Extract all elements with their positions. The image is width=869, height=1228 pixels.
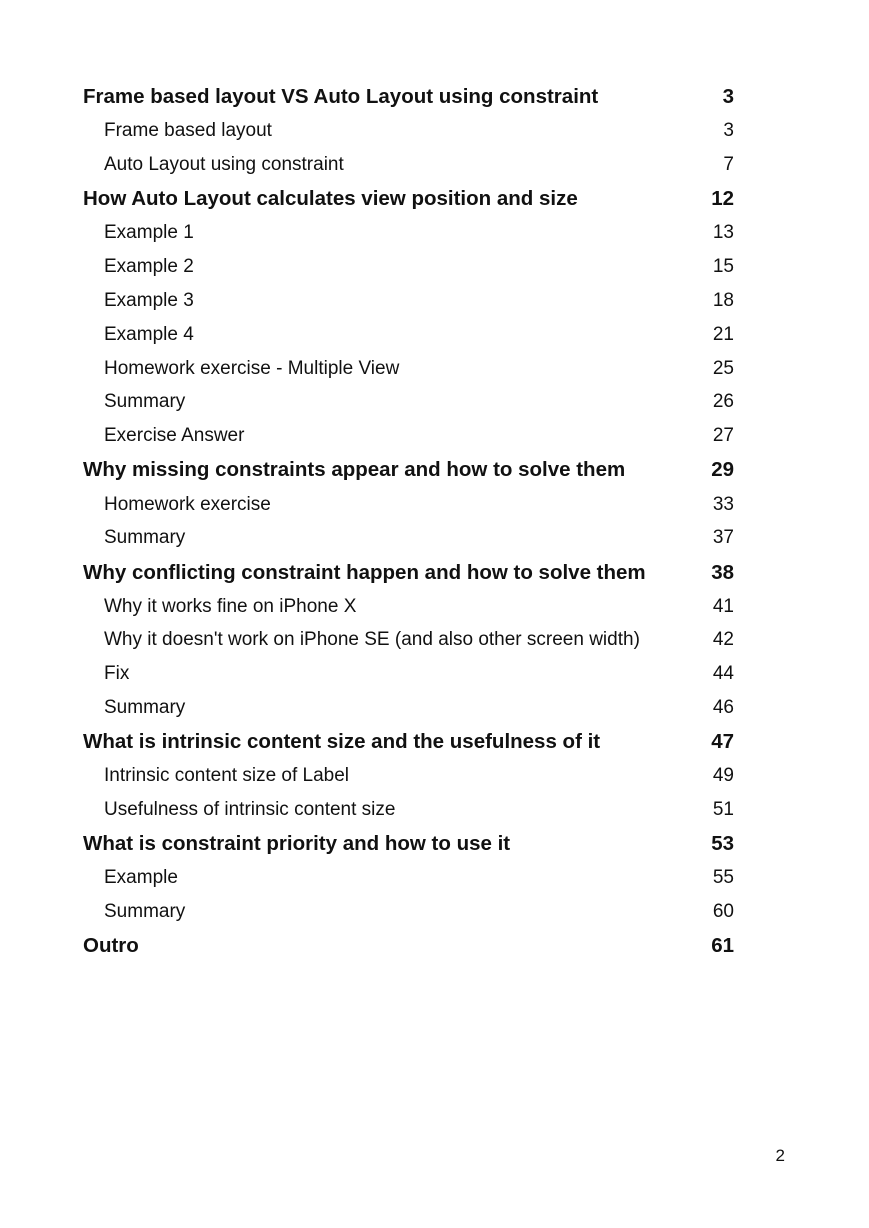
toc-entry-title: Example 3 — [104, 290, 194, 312]
toc-chapter-entry[interactable] — [83, 182, 734, 217]
toc-entry-page: 55 — [712, 867, 734, 889]
toc-entry-page: 26 — [712, 391, 734, 413]
toc-section-entry[interactable] — [83, 386, 734, 420]
toc-entry-page: 12 — [711, 187, 734, 211]
toc-entry-title: Outro — [83, 934, 139, 958]
toc-entry-title: Usefulness of intrinsic content size — [104, 799, 396, 821]
toc-entry-page: 37 — [712, 527, 734, 549]
toc-entry-title: Exercise Answer — [104, 425, 245, 447]
toc-section-entry[interactable] — [83, 862, 734, 896]
toc-entry-page: 41 — [712, 595, 734, 617]
toc-entry-page: 18 — [712, 290, 734, 312]
toc-entry-title: Example 1 — [104, 222, 194, 244]
toc-chapter-entry[interactable] — [83, 827, 734, 862]
toc-section-entry[interactable] — [83, 624, 734, 658]
toc-entry-title: Fix — [104, 663, 130, 685]
toc-entry-page: 29 — [711, 458, 734, 482]
toc-section-entry[interactable] — [83, 691, 734, 725]
toc-section-entry[interactable] — [83, 895, 734, 929]
toc-entry-title: Why conflicting constraint happen and how to solve them — [83, 560, 646, 584]
toc-section-entry[interactable] — [83, 284, 734, 318]
toc-entry-title: Summary — [104, 901, 186, 923]
toc-section-entry[interactable] — [83, 657, 734, 691]
toc-entry-page: 53 — [711, 832, 734, 856]
toc-entry-title: Homework exercise - Multiple View — [104, 357, 400, 379]
toc-entry-title: Example 2 — [104, 256, 194, 278]
toc-chapter-entry[interactable] — [83, 929, 734, 964]
toc-section-entry[interactable] — [83, 793, 734, 827]
toc-entry-title: Example — [104, 867, 178, 889]
toc-entry-page: 42 — [712, 629, 734, 651]
toc-entry-title: Why missing constraints appear and how to solve them — [83, 458, 626, 482]
toc-entry-page: 33 — [712, 493, 734, 515]
toc-entry-title: What is intrinsic content size and the usefulness of it — [83, 730, 601, 754]
toc-entry-page: 3 — [722, 85, 734, 109]
toc-entry-page: 46 — [712, 697, 734, 719]
toc-chapter-entry[interactable] — [83, 453, 734, 488]
toc-entry-page: 38 — [711, 560, 734, 584]
toc-chapter-entry[interactable] — [83, 555, 734, 590]
toc-section-entry[interactable] — [83, 590, 734, 624]
toc-section-entry[interactable] — [83, 318, 734, 352]
toc-section-entry[interactable] — [83, 115, 734, 149]
toc-entry-page: 44 — [712, 663, 734, 685]
toc-chapter-entry[interactable] — [83, 725, 734, 760]
toc-entry-title: Auto Layout using constraint — [104, 154, 344, 176]
toc-entry-page: 3 — [723, 120, 734, 142]
table-of-contents — [83, 80, 734, 964]
toc-entry-title: How Auto Layout calculates view position and size — [83, 187, 578, 211]
toc-section-entry[interactable] — [83, 488, 734, 522]
toc-section-entry[interactable] — [83, 419, 734, 453]
toc-entry-title: Example 4 — [104, 323, 194, 345]
toc-section-entry[interactable] — [83, 352, 734, 386]
toc-entry-page: 15 — [712, 256, 734, 278]
toc-entry-title: Summary — [104, 527, 186, 549]
toc-section-entry[interactable] — [83, 759, 734, 793]
toc-entry-page: 25 — [712, 357, 734, 379]
toc-entry-page: 47 — [711, 730, 734, 754]
toc-entry-page: 21 — [712, 323, 734, 345]
toc-entry-title: Why it doesn't work on iPhone SE (and also other screen width) — [104, 629, 640, 651]
toc-entry-title: Summary — [104, 697, 186, 719]
toc-entry-title: Summary — [104, 391, 186, 413]
toc-entry-title: Homework exercise — [104, 493, 271, 515]
toc-entry-title: Frame based layout — [104, 120, 272, 142]
toc-entry-page: 27 — [712, 425, 734, 447]
toc-entry-page: 51 — [712, 799, 734, 821]
toc-entry-page: 49 — [712, 765, 734, 787]
toc-chapter-entry[interactable] — [83, 80, 734, 115]
toc-entry-title: Frame based layout VS Auto Layout using constraint — [83, 85, 599, 109]
toc-entry-page: 13 — [712, 222, 734, 244]
toc-section-entry[interactable] — [83, 521, 734, 555]
toc-entry-page: 7 — [723, 154, 734, 176]
toc-entry-title: What is constraint priority and how to use it — [83, 832, 511, 856]
page-number: 2 — [775, 1146, 785, 1165]
toc-entry-title: Why it works fine on iPhone X — [104, 595, 357, 617]
toc-section-entry[interactable] — [83, 217, 734, 251]
toc-section-entry[interactable] — [83, 250, 734, 284]
toc-entry-page: 61 — [711, 934, 734, 958]
toc-section-entry[interactable] — [83, 148, 734, 182]
toc-entry-title: Intrinsic content size of Label — [104, 765, 350, 787]
toc-entry-page: 60 — [712, 901, 734, 923]
